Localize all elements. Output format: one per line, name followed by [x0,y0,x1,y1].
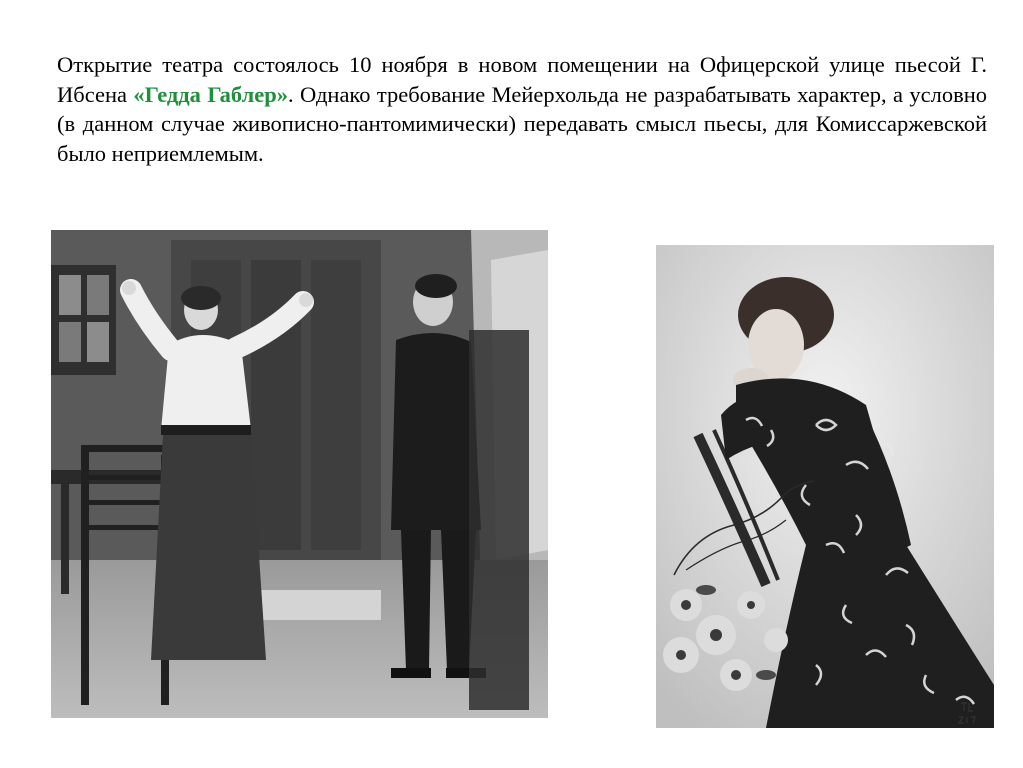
stage-scene-photo [51,230,548,718]
play-title-highlight: «Гедда Габлер» [133,81,288,107]
body-paragraph [57,50,987,168]
paragraph-text-part1: Открытие театра состоялось 10 ноября в новом помещении на Офицерской улице пьесой Г. Ибсена [57,52,987,107]
stage-scene-illustration [51,230,548,718]
paragraph-text-part2: . Однако требование Мейерхольда не разрабатывать характер, а условно (в данном случае живописно-пантомимически) передавать смысл пьесы, для Комиссаржевской было неприемлемым. [57,81,987,166]
actress-portrait-illustration [656,245,994,728]
actress-portrait-photo [656,245,994,728]
